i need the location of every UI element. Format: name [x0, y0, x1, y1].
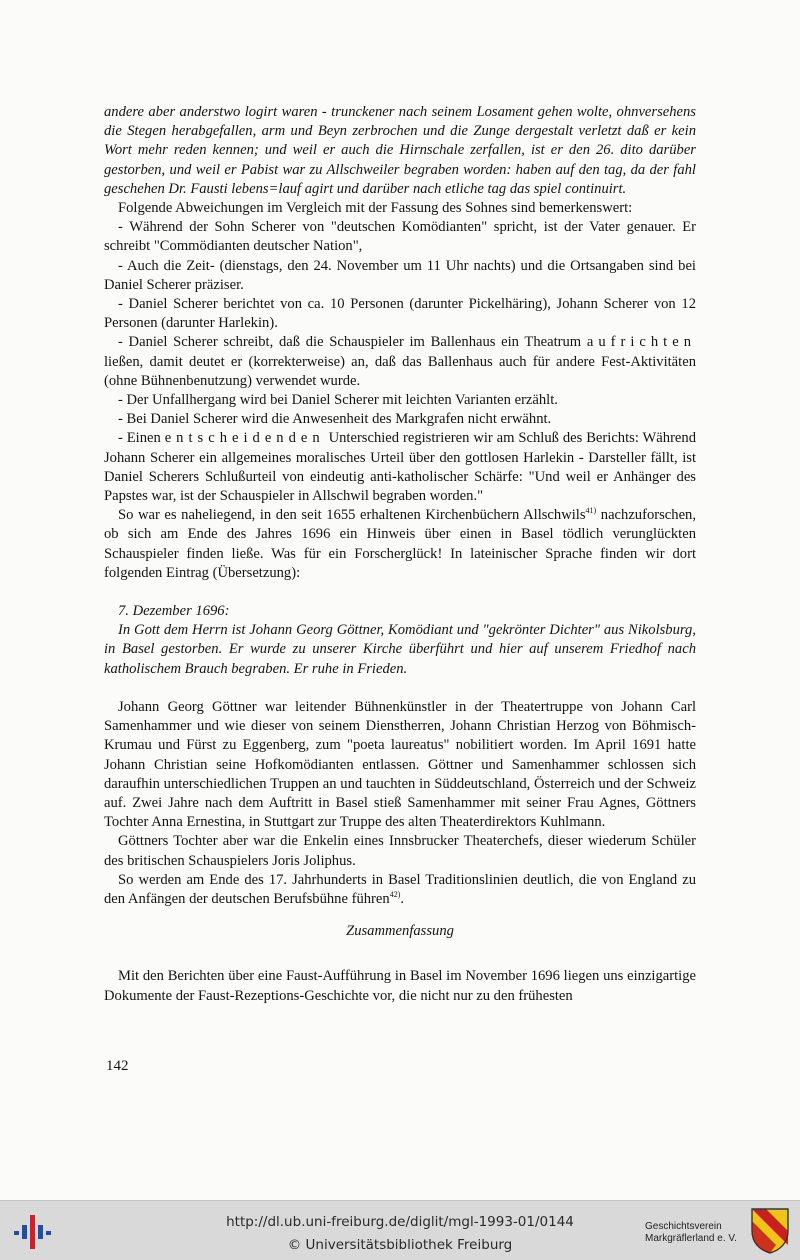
text-run: So war es naheliegend, in den seit 1655 erhaltenen Kirchenbüchern Allschwils [118, 507, 586, 524]
text-run: . [400, 890, 405, 907]
list-item: - Daniel Scherer berichtet von ca. 10 Personen (darunter Pickelhäring), Johann Scherer von 12 Personen (darunter Harlekin). [104, 296, 696, 332]
list-item [104, 333, 696, 391]
text-run: Unterschied registrieren wir am Schluß des Berichts: Während Johann Scherer ein allgemeines moralisches Urteil über den gottlosen Harlekin - Darsteller fällt, ist Daniel Scherers Schlußurteil von eindeutig anti-katholischer Schärfe: "Und weil er Anhänger des Papstes war, ist der Schauspieler in Allschwil begraben worden." [104, 430, 696, 505]
society-line: Markgräflerland e. V. [645, 1233, 737, 1244]
spacer [104, 679, 696, 698]
copyright-text: © Universitätsbibliothek Freiburg [287, 1237, 513, 1253]
footnote-ref: 41) [585, 506, 597, 516]
paragraph [104, 871, 696, 909]
list-item: - Während der Sohn Scherer von "deutschen Komödianten" spricht, ist der Vater genauer. Er schreibt "Commödianten deutscher Nation", [104, 219, 696, 255]
society-line: Geschichtsverein [645, 1221, 722, 1232]
permalink-url[interactable]: http://dl.ub.uni-freiburg.de/diglit/mgl-1993-01/0144 [226, 1214, 574, 1230]
viewer-footer [0, 1200, 800, 1260]
spaced-word: aufrichten [586, 334, 696, 351]
paragraph: Mit den Berichten über eine Faust-Aufführung in Basel im November 1696 liegen uns einzigartige Dokumente der Faust-Rezeptions-Geschichte vor, die nicht nur zu den frühesten [104, 968, 696, 1004]
body-text [104, 103, 696, 1006]
paragraph: Göttners Tochter aber war die Enkelin eines Innsbrucker Theaterchefs, dieser wiederum Schüler des britischen Schauspielers Joris Joliphus. [104, 833, 696, 869]
text-run: nachzuforschen, ob sich am Ende des Jahres 1696 ein Hinweis über einen in Basel tödlich verunglückten Schauspieler finden ließe. Was für ein Forscherglück! In lateinischer Sprache finden wir dort folgenden Eintrag (Übersetzung): [104, 507, 697, 581]
list-item: - Bei Daniel Scherer wird die Anwesenheit des Markgrafen nicht erwähnt. [118, 411, 552, 428]
text-run: - Einen [118, 430, 165, 447]
spacer [104, 941, 696, 967]
spaced-word: entscheidenden [164, 430, 325, 447]
society-name[interactable] [645, 1221, 737, 1245]
spacer [104, 583, 696, 602]
section-heading: Zusammenfassung [346, 923, 454, 940]
list-item: - Der Unfallhergang wird bei Daniel Scherer mit leichten Varianten erzählt. [118, 392, 558, 409]
entry-date: 7. Dezember 1696: [118, 603, 230, 620]
paragraph: Folgende Abweichungen im Vergleich mit der Fassung des Sohnes sind bemerkenswert: [118, 200, 633, 217]
list-item: - Auch die Zeit- (dienstags, den 24. November um 11 Uhr nachts) und die Ortsangaben sind bei Daniel Scherer präziser. [104, 257, 696, 293]
paragraph: Johann Georg Göttner war leitender Bühnenkünstler in der Theatertruppe von Johann Carl Samenhammer und wie dieser von seinem Dienstherren, Johann Christian Herzog von Böhmisch-Krumau und Fürst zu Eggenberg, zum "poeta laureatus" nobilitiert worden. Im April 1691 hatte Johann Christian seine Hofkomödianten entlassen. Göttner und Samenhammer schlossen sich daraufhin unterschiedlichen Truppen an und tauchten in Süddeutschland, Österreich und der Schweiz auf. Zwei Jahre nach dem Auftritt in Basel stieß Samenhammer mit seiner Frau Agnes, Göttners Tochter Anna Ernestina, in Stuttgart zur Truppe des alten Theaterdirektors Kuhlmann. [104, 698, 696, 831]
text-run: So werden am Ende des 17. Jahrhunderts in Basel Traditionslinien deutlich, die von England zu den Anfängen der deutschen Berufsbühne führen [104, 871, 696, 907]
text-run: - Daniel Scherer schreibt, daß die Schauspieler im Ballenhaus ein Theatrum [118, 334, 587, 351]
list-item [104, 429, 696, 506]
spacer [104, 909, 696, 922]
paragraph [104, 506, 696, 583]
page-number: 142 [106, 1058, 129, 1074]
footnote-ref: 42) [389, 890, 401, 900]
text-run: ließen, damit deutet er (korrekterweise) an, daß das Ballenhaus auch für andere Fest-Aktivitäten (ohne Bühnenbenutzung) verwendet wurde. [104, 353, 696, 389]
coat-of-arms-icon[interactable] [750, 1207, 790, 1255]
entry-translation: In Gott dem Herrn ist Johann Georg Göttner, Komödiant und "gekrönter Dichter" aus Nikolsburg, in Basel gestorben. Er wurde zu unserer Kirche überführt und hier auf unserem Friedhof nach katholischem Brauch begraben. Er ruhe in Frieden. [104, 622, 696, 677]
quote-paragraph: andere aber anderstwo logirt waren - trunckener nach seinem Losament gehen wolte, ohnversehens die Stegen herabgefallen, arm und Beyn zerbrochen und die Zunge dergestalt verletzt daß er kein Wort mehr reden kennen; und weil er auch die Hirnschale zerfallen, ist er den 26. dito darüber gestorben, und weil er Pabist war zu Allschweiler begraben worden: haben auf den tag, da der fahl geschehen Dr. Fausti lebens=lauf agirt und darüber nach etliche tag das spiel continuirt. [104, 104, 696, 197]
